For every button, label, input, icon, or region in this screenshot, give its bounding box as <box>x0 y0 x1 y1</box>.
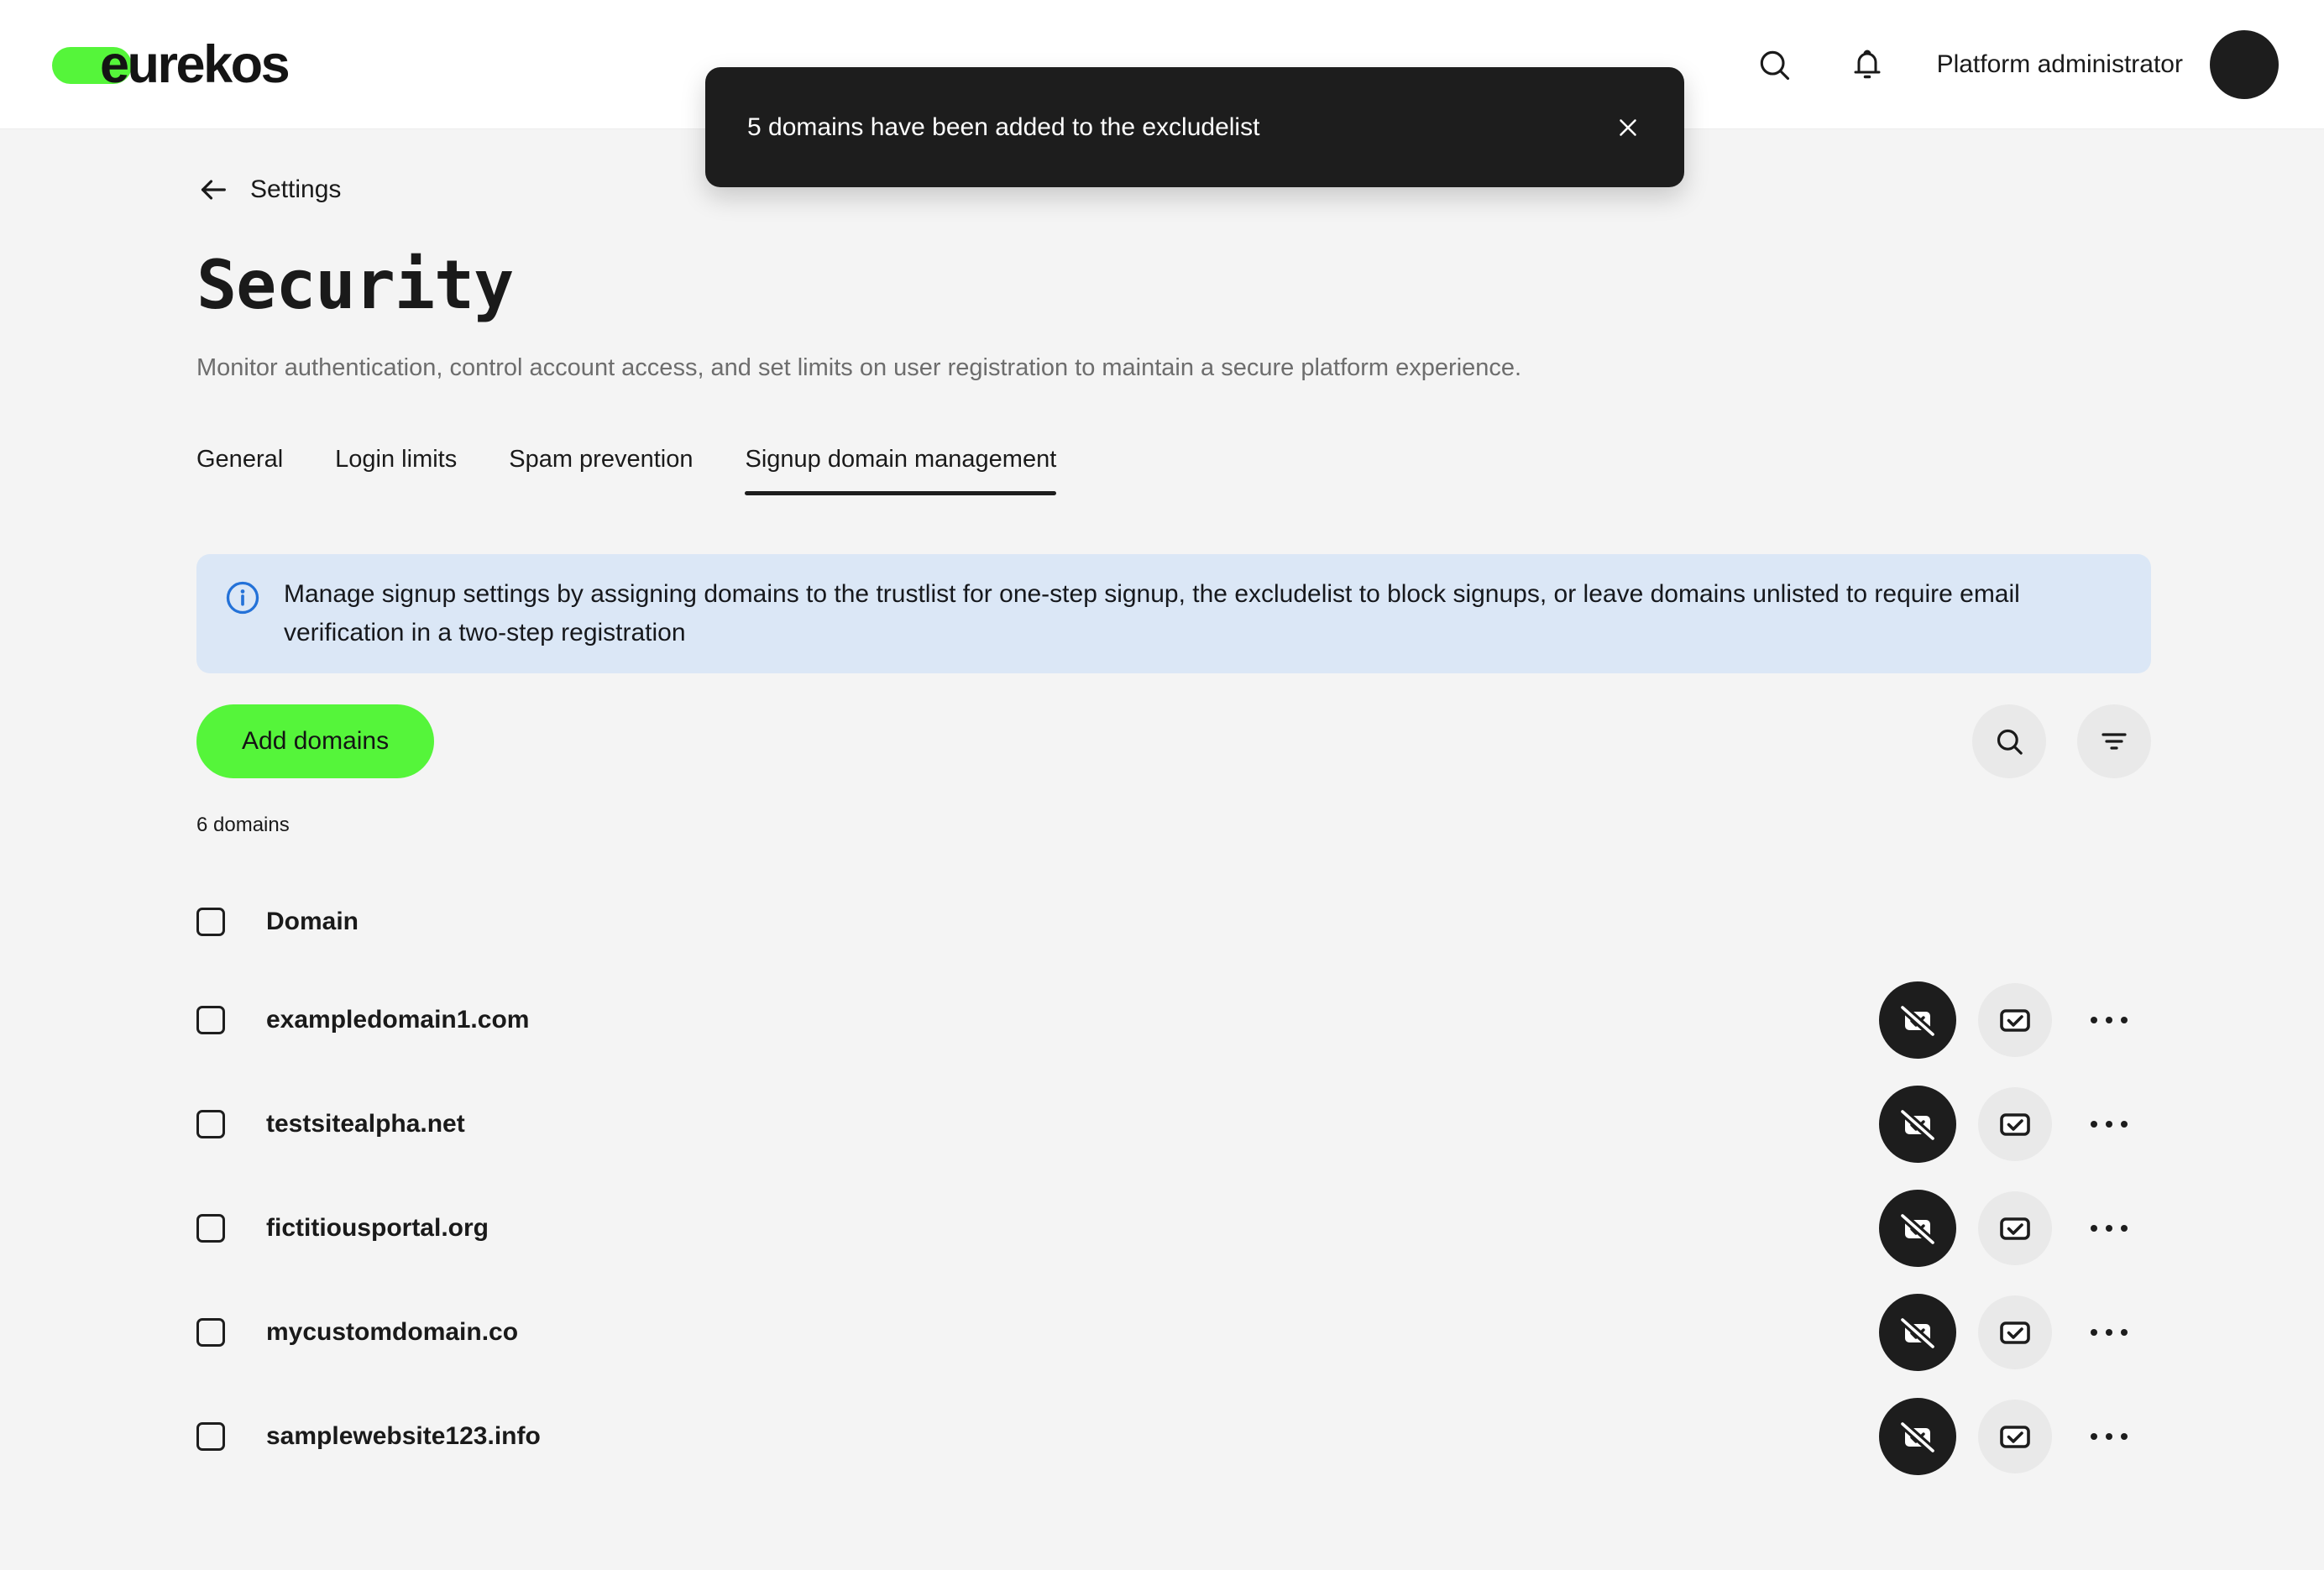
row-actions <box>1879 1190 2133 1267</box>
filter-icon <box>2097 725 2131 758</box>
trustlist-button[interactable] <box>1978 983 2052 1057</box>
tab-spam-prevention[interactable]: Spam prevention <box>509 446 694 473</box>
more-actions-button[interactable] <box>2086 1316 2133 1349</box>
trustlist-button[interactable] <box>1978 1191 2052 1265</box>
row-actions <box>1879 1086 2133 1163</box>
notifications-button[interactable] <box>1848 45 1887 84</box>
filter-button[interactable] <box>2077 704 2151 778</box>
page-subtitle: Monitor authentication, control account access, and set limits on user registration to maintain a secure platform experience. <box>196 354 1522 381</box>
row-checkbox[interactable] <box>196 1422 225 1451</box>
checkbox-checked-icon <box>1997 1314 2034 1351</box>
info-banner-text: Manage signup settings by assigning domains to the trustlist for one-step signup, the excludelist to block signups, or leave domains unlisted to require email verification in a two-step registration <box>284 580 2020 646</box>
checkbox-checked-icon <box>1997 1106 2034 1143</box>
info-banner <box>196 554 2151 673</box>
ellipsis-icon <box>2091 1017 2097 1023</box>
table-row <box>196 1176 2151 1280</box>
checkbox-slashed-icon <box>1897 1208 1938 1248</box>
excludelist-button[interactable] <box>1879 1190 1956 1267</box>
checkbox-checked-icon <box>1997 1418 2034 1455</box>
table-row <box>196 1384 2151 1489</box>
more-actions-button[interactable] <box>2086 1003 2133 1037</box>
close-icon <box>1614 113 1642 142</box>
toast-message: 5 domains have been added to the excludelist <box>747 113 1260 141</box>
row-checkbox[interactable] <box>196 1214 225 1243</box>
tab-signup-domain-management[interactable]: Signup domain management <box>745 446 1056 495</box>
column-header-domain: Domain <box>266 908 359 935</box>
row-domain-label: fictitiousportal.org <box>266 1214 489 1242</box>
table-header-row <box>196 876 2151 968</box>
search-icon <box>1992 725 2026 758</box>
ellipsis-icon <box>2091 1433 2097 1440</box>
arrow-left-icon <box>196 173 230 207</box>
add-domains-button[interactable]: Add domains <box>196 704 434 778</box>
select-all-checkbox[interactable] <box>196 908 225 936</box>
avatar[interactable] <box>2210 30 2279 99</box>
checkbox-checked-icon <box>1997 1002 2034 1039</box>
tab-bar <box>196 446 2151 495</box>
checkbox-slashed-icon <box>1897 1312 1938 1353</box>
eurekos-logo[interactable] <box>52 34 288 95</box>
info-icon <box>225 580 260 615</box>
checkbox-checked-icon <box>1997 1210 2034 1247</box>
trustlist-button[interactable] <box>1978 1295 2052 1369</box>
ellipsis-icon <box>2091 1329 2097 1336</box>
bell-icon <box>1848 45 1887 84</box>
tab-general[interactable]: General <box>196 446 284 473</box>
row-actions <box>1879 1398 2133 1475</box>
table-row <box>196 1072 2151 1176</box>
toast-notification <box>705 67 1684 187</box>
more-actions-button[interactable] <box>2086 1420 2133 1453</box>
table-search-button[interactable] <box>1972 704 2046 778</box>
toolbar-right <box>1972 704 2151 778</box>
trustlist-button[interactable] <box>1978 1400 2052 1473</box>
main-content <box>0 129 2324 1489</box>
table-row <box>196 968 2151 1072</box>
domain-table <box>196 876 2151 1489</box>
checkbox-slashed-icon <box>1897 1416 1938 1457</box>
ellipsis-icon <box>2091 1121 2097 1128</box>
search-icon <box>1756 46 1793 83</box>
row-domain-label: exampledomain1.com <box>266 1006 530 1034</box>
excludelist-button[interactable] <box>1879 1086 1956 1163</box>
back-link[interactable] <box>196 173 341 207</box>
search-button[interactable] <box>1756 46 1793 83</box>
toast-close-button[interactable] <box>1614 113 1642 142</box>
tab-login-limits[interactable]: Login limits <box>335 446 458 473</box>
excludelist-button[interactable] <box>1879 981 1956 1059</box>
top-bar-right <box>1756 30 2279 99</box>
domain-count-label: 6 domains <box>196 814 290 836</box>
checkbox-slashed-icon <box>1897 1000 1938 1040</box>
row-domain-label: mycustomdomain.co <box>266 1318 519 1346</box>
row-checkbox[interactable] <box>196 1318 225 1347</box>
user-role-label: Platform administrator <box>1936 50 2183 78</box>
row-actions <box>1879 981 2133 1059</box>
more-actions-button[interactable] <box>2086 1107 2133 1141</box>
table-row <box>196 1280 2151 1384</box>
back-label: Settings <box>250 175 342 203</box>
excludelist-button[interactable] <box>1879 1294 1956 1371</box>
row-actions <box>1879 1294 2133 1371</box>
page-title: Security <box>196 246 514 324</box>
trustlist-button[interactable] <box>1978 1087 2052 1161</box>
logo-text: eurekos <box>100 34 289 94</box>
row-checkbox[interactable] <box>196 1110 225 1138</box>
row-checkbox[interactable] <box>196 1006 225 1034</box>
row-domain-label: testsitealpha.net <box>266 1110 465 1138</box>
toolbar <box>196 704 2151 778</box>
more-actions-button[interactable] <box>2086 1212 2133 1245</box>
row-domain-label: samplewebsite123.info <box>266 1422 541 1450</box>
checkbox-slashed-icon <box>1897 1104 1938 1144</box>
excludelist-button[interactable] <box>1879 1398 1956 1475</box>
ellipsis-icon <box>2091 1225 2097 1232</box>
